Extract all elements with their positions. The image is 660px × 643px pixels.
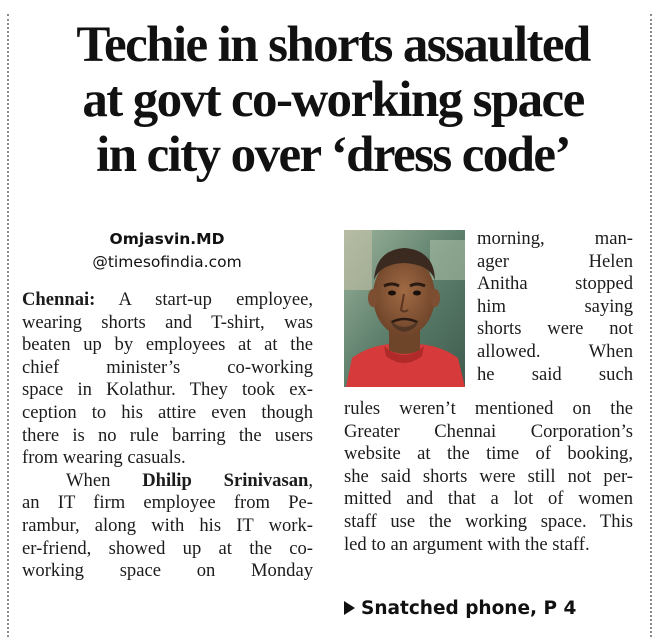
- para1-line-6: ception to his attire even though: [22, 401, 313, 423]
- para2-line-3: rambur, along with his IT work-: [22, 514, 313, 536]
- para1-line-3: beaten up by employees at at the: [22, 334, 313, 356]
- portrait-of-man-image: [344, 230, 465, 387]
- paragraph-1: [22, 289, 313, 470]
- para1-line-1: A start-up employee,: [95, 289, 313, 310]
- right-dotted-border: [650, 14, 652, 637]
- headline: [18, 18, 648, 183]
- person-name: Dhilip Srinivasan: [142, 469, 309, 491]
- para2-line-4: er-friend, showed up at the co-: [22, 537, 313, 559]
- para1-line-4: chief minister’s co-working: [22, 356, 313, 378]
- dateline: Chennai:: [22, 289, 96, 310]
- triangle-arrow-icon: [344, 601, 355, 615]
- para1-line-2: wearing shorts and T-shirt, was: [22, 311, 313, 333]
- paragraph-2: [22, 470, 313, 583]
- continued-on-link[interactable]: [344, 598, 576, 619]
- right-line-3: website at the time of booking,: [344, 443, 633, 465]
- para2-line-2: an IT firm employee from Pe-: [22, 492, 313, 514]
- left-dotted-border: [7, 14, 9, 637]
- article-right-column-top: [477, 228, 633, 386]
- right-top-line-5: shorts were not: [477, 318, 633, 340]
- para2-lead: When: [66, 469, 143, 491]
- right-top-line-3: Anitha stopped: [477, 273, 633, 295]
- byline: [22, 228, 312, 274]
- jump-text: Snatched phone, P 4: [361, 598, 577, 619]
- para2-comma: ,: [308, 469, 313, 491]
- right-line-7: led to an argument with the staff.: [344, 533, 590, 555]
- right-line-1: rules weren’t mentioned on the: [344, 398, 633, 419]
- article-left-column: [22, 289, 313, 583]
- para1-line-7: there is no rule barring the users: [22, 424, 313, 446]
- author-handle: @timesofindia.com: [92, 253, 242, 271]
- right-line-4: she said shorts were still not per-: [344, 465, 633, 487]
- right-top-line-1: morning, man-: [477, 228, 633, 249]
- right-top-line-4: him saying: [477, 295, 633, 317]
- article-right-column: [344, 398, 633, 556]
- para2-line-5: working space on Monday: [22, 560, 313, 582]
- right-top-line-7: he said such: [477, 363, 633, 385]
- headline-line-1: Techie in shorts assaulted: [76, 17, 590, 73]
- right-line-6: staff use the working space. This: [344, 510, 633, 532]
- right-line-5: mitted and that a lot of women: [344, 488, 633, 510]
- author-name: Omjasvin.MD: [109, 230, 225, 248]
- para1-line-8: from wearing casuals.: [22, 447, 186, 469]
- para1-line-5: space in Kolathur. They took ex-: [22, 379, 313, 401]
- right-line-2: Greater Chennai Corporation’s: [344, 420, 633, 442]
- right-top-line-6: allowed. When: [477, 340, 633, 362]
- headline-line-3: in city over ‘dress code’: [96, 127, 570, 183]
- right-top-line-2: ager Helen: [477, 250, 633, 272]
- headline-line-2: at govt co-working space: [82, 72, 584, 128]
- portrait-photo: [344, 230, 465, 387]
